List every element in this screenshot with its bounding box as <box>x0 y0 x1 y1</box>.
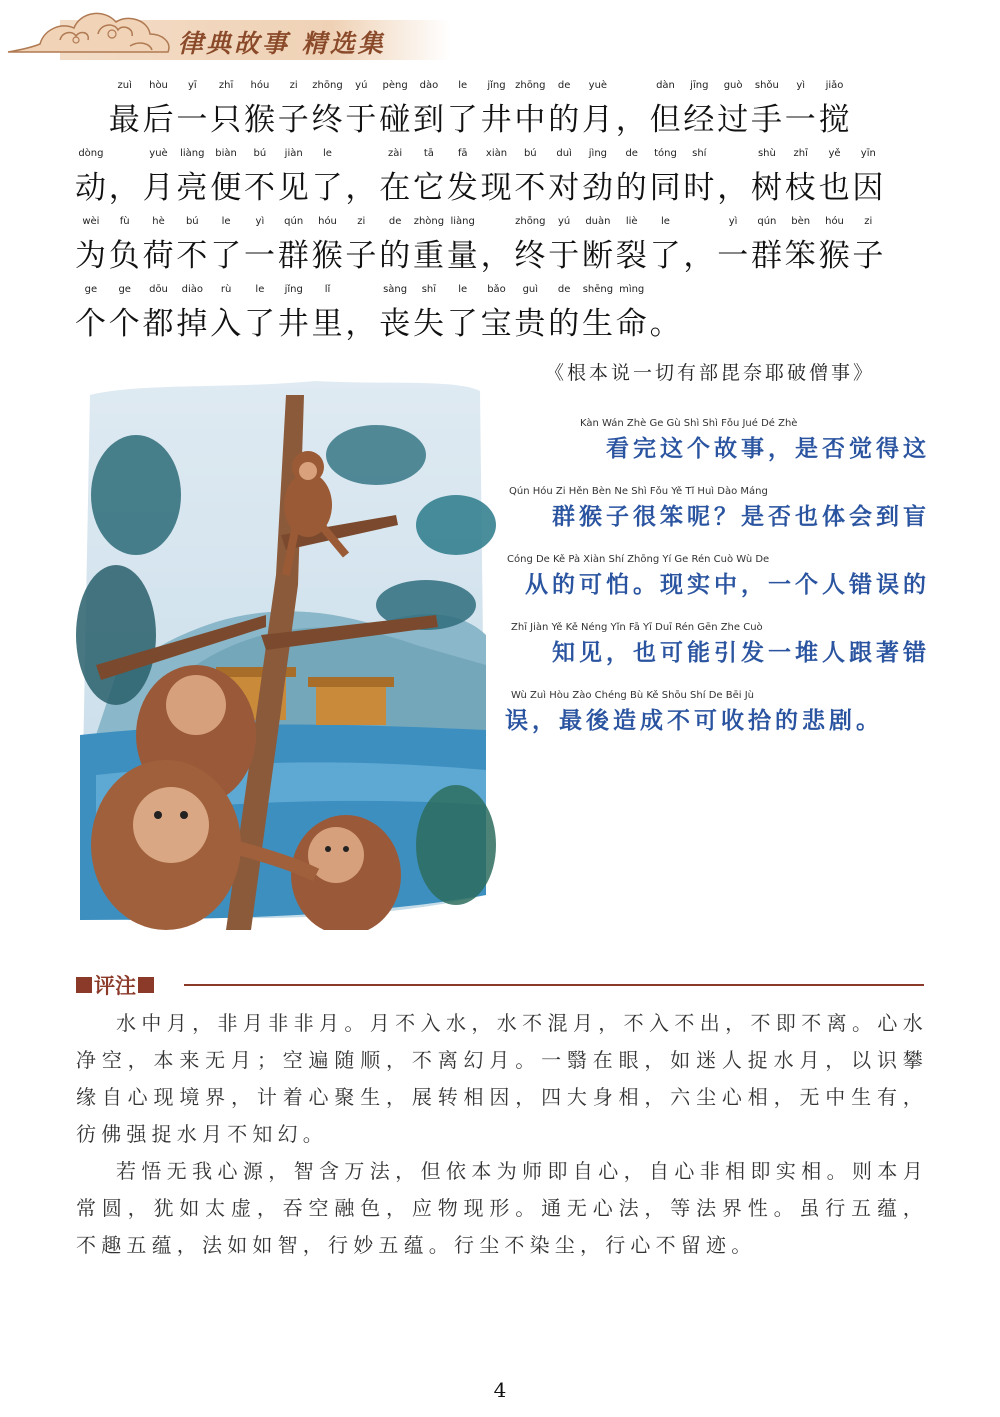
pinyin-syllable: ge <box>84 284 98 295</box>
reflection-line <box>505 690 930 758</box>
reflection-line <box>505 418 930 486</box>
pinyin-syllable: bǎo <box>487 284 506 295</box>
pinyin-syllable: de <box>388 216 402 227</box>
pinyin-syllable: yě <box>828 148 841 159</box>
pinyin-syllable: hóu <box>318 216 337 227</box>
pinyin-syllable: mìng <box>619 284 645 295</box>
pinyin-syllable: yì <box>796 80 806 91</box>
pinyin-syllable: jiàn <box>284 148 303 159</box>
heading-square-icon <box>76 977 92 993</box>
commentary-paragraph: 水中月，非月非非月。月不入水，水不混月，不入不出，不即不离。心水净空，本来无月；空遍随顺，不离幻月。一翳在眼，如迷人捉水月，以识攀缘自心现境界，计着心聚生，展转相因，四大身相，六尘心相，无中生有，彷佛强捉水月不知幻。 <box>76 1011 928 1146</box>
pinyin-syllable: bèn <box>791 216 811 227</box>
pinyin-syllable: de <box>557 80 571 91</box>
reflection-pinyin: Zhī Jiàn Yě Kě Néng Yǐn Fā Yī Duī Rén Gēn Zhe Cuò <box>511 622 763 633</box>
pinyin-syllable: dòng <box>78 148 104 159</box>
pinyin-syllable: zhī <box>793 148 808 159</box>
commentary-label: 评注 <box>94 973 136 998</box>
page-header <box>0 0 460 68</box>
reflection-line-text: 群猴子很笨呢？是否也体会到盲 <box>552 504 930 530</box>
pinyin-syllable: tóng <box>654 148 677 159</box>
story-line-text: 最后一只猴子终于碰到了井中的月，但经过手一搅 <box>75 102 853 138</box>
pinyin-syllable: zài <box>388 148 403 159</box>
pinyin-syllable: zi <box>864 216 873 227</box>
pinyin-syllable: bú <box>253 148 267 159</box>
heading-rule <box>184 984 924 986</box>
pinyin-syllable: yì <box>728 216 738 227</box>
pinyin-syllable: hóu <box>825 216 844 227</box>
pinyin-syllable: bú <box>523 148 537 159</box>
reflection-pinyin: Kàn Wán Zhè Ge Gù Shì Shì Fǒu Jué Dé Zhè <box>580 418 798 429</box>
reflection-line <box>505 622 930 690</box>
reflection-pinyin: Qún Hóu Zi Hěn Bèn Ne Shì Fǒu Yě Tǐ Huì Dào Máng <box>509 486 768 497</box>
pinyin-syllable: yī <box>187 80 197 91</box>
reflection-line-text: 误，最後造成不可收拾的悲剧。 <box>505 708 883 734</box>
pinyin-syllable: fù <box>119 216 130 227</box>
pinyin-syllable: xiàn <box>485 148 508 159</box>
pinyin-syllable: jǐng <box>487 80 506 91</box>
pinyin-syllable: hè <box>152 216 165 227</box>
story-line-text: 动，月亮便不见了，在它发现不对劲的同时，树枝也因 <box>75 170 887 206</box>
pinyin-syllable: ge <box>118 284 131 295</box>
reflection-line-text: 知见，也可能引发一堆人跟著错 <box>552 640 930 666</box>
story-line-text: 为负荷不了一群猴子的重量，终于断裂了，一群笨猴子 <box>75 238 887 274</box>
pinyin-syllable: jìng <box>588 148 608 159</box>
pinyin-syllable: zhōng <box>515 216 546 227</box>
pinyin-syllable: jǐng <box>284 284 303 295</box>
pinyin-syllable: yú <box>355 80 368 91</box>
pinyin-syllable: shǒu <box>754 80 779 91</box>
reflection-line <box>505 486 930 554</box>
pinyin-syllable: shù <box>757 148 776 159</box>
pinyin-syllable: le <box>458 284 468 295</box>
pinyin-syllable: qún <box>284 216 304 227</box>
commentary-body <box>76 1005 928 1264</box>
story-line-2 <box>75 148 935 216</box>
pinyin-syllable: le <box>323 148 332 159</box>
pinyin-syllable: yuè <box>149 148 168 159</box>
story-text <box>75 80 935 352</box>
pinyin-syllable: de <box>557 284 571 295</box>
reflection-line <box>505 554 930 622</box>
story-line-1 <box>75 80 935 148</box>
pinyin-syllable: liàng <box>180 148 205 159</box>
pinyin-syllable: duàn <box>585 216 611 227</box>
pinyin-syllable: sàng <box>383 284 408 295</box>
page-number: 4 <box>493 1378 507 1402</box>
pinyin-syllable: zi <box>357 216 366 227</box>
reflection-pinyin: Cóng De Kě Pà Xiàn Shí Zhōng Yí Ge Rén Cuò Wù De <box>507 554 770 565</box>
header-title: 律典故事 精选集 <box>178 29 386 58</box>
pinyin-syllable: le <box>255 284 265 295</box>
heading-square-icon <box>138 977 154 993</box>
pinyin-syllable: guì <box>522 284 539 295</box>
pinyin-syllable: zhōng <box>515 80 546 91</box>
monkeys-illustration <box>76 375 496 930</box>
pinyin-syllable: yuè <box>588 80 608 91</box>
commentary-heading <box>76 970 924 1000</box>
reflection-line-text: 看完这个故事，是否觉得这 <box>606 436 930 462</box>
pinyin-syllable: diào <box>181 284 203 295</box>
pinyin-syllable: pèng <box>382 80 408 91</box>
pinyin-syllable: guò <box>723 80 743 91</box>
pinyin-syllable: dào <box>419 80 439 91</box>
pinyin-syllable: hóu <box>250 80 270 91</box>
pinyin-syllable: tā <box>423 148 434 159</box>
pinyin-syllable: zhī <box>218 80 234 91</box>
reflection-text <box>505 418 930 758</box>
pinyin-syllable: le <box>221 216 231 227</box>
pinyin-syllable: lǐ <box>324 284 331 295</box>
commentary-paragraph: 若悟无我心源，智含万法，但依本为师即自心，自心非相即实相。则本月常圆，犹如太虚，吞空融色，应物现形。通无心法，等法界性。虽行五蕴，不趣五蕴，法如如智，行妙五蕴。行尘不染尘，行心不留迹。 <box>76 1159 928 1257</box>
pinyin-syllable: jīng <box>690 80 709 91</box>
cloud-ornament-icon <box>0 0 180 68</box>
story-line-text: 个个都掉入了井里，丧失了宝贵的生命。 <box>75 306 684 342</box>
story-line-4 <box>75 284 935 352</box>
pinyin-syllable: bú <box>185 216 199 227</box>
story-line-3 <box>75 216 935 284</box>
pinyin-syllable: zi <box>289 80 298 91</box>
pinyin-syllable: dàn <box>656 80 675 91</box>
pinyin-syllable: le <box>661 216 670 227</box>
pinyin-syllable: hòu <box>149 80 168 91</box>
pinyin-syllable: jiǎo <box>825 80 844 91</box>
pinyin-syllable: yīn <box>860 148 876 159</box>
pinyin-syllable: de <box>625 148 638 159</box>
pinyin-syllable: le <box>458 80 468 91</box>
pinyin-syllable: zhòng <box>413 216 445 227</box>
pinyin-syllable: liè <box>625 216 638 227</box>
reflection-pinyin: Wù Zuì Hòu Zào Chéng Bù Kě Shōu Shí De Bēi Jù <box>511 690 754 701</box>
pinyin-syllable: duì <box>556 148 572 159</box>
pinyin-syllable: shēng <box>582 284 614 295</box>
pinyin-syllable: rù <box>220 284 232 295</box>
pinyin-syllable: dōu <box>149 284 168 295</box>
pinyin-syllable: shī <box>421 284 437 295</box>
reflection-line-text: 从的可怕。现实中，一个人错误的 <box>525 572 930 598</box>
pinyin-syllable: biàn <box>215 148 237 159</box>
pinyin-syllable: zuì <box>117 80 132 91</box>
pinyin-syllable: fā <box>457 148 468 159</box>
source-citation: 《根本说一切有部毘奈耶破僧事》 <box>545 362 876 384</box>
pinyin-syllable: wèi <box>82 216 100 227</box>
pinyin-syllable: qún <box>757 216 777 227</box>
pinyin-syllable: yú <box>557 216 571 227</box>
pinyin-syllable: shí <box>692 148 707 159</box>
pinyin-syllable: zhōng <box>312 80 343 91</box>
pinyin-syllable: liàng <box>450 216 475 227</box>
pinyin-syllable: yì <box>255 216 265 227</box>
